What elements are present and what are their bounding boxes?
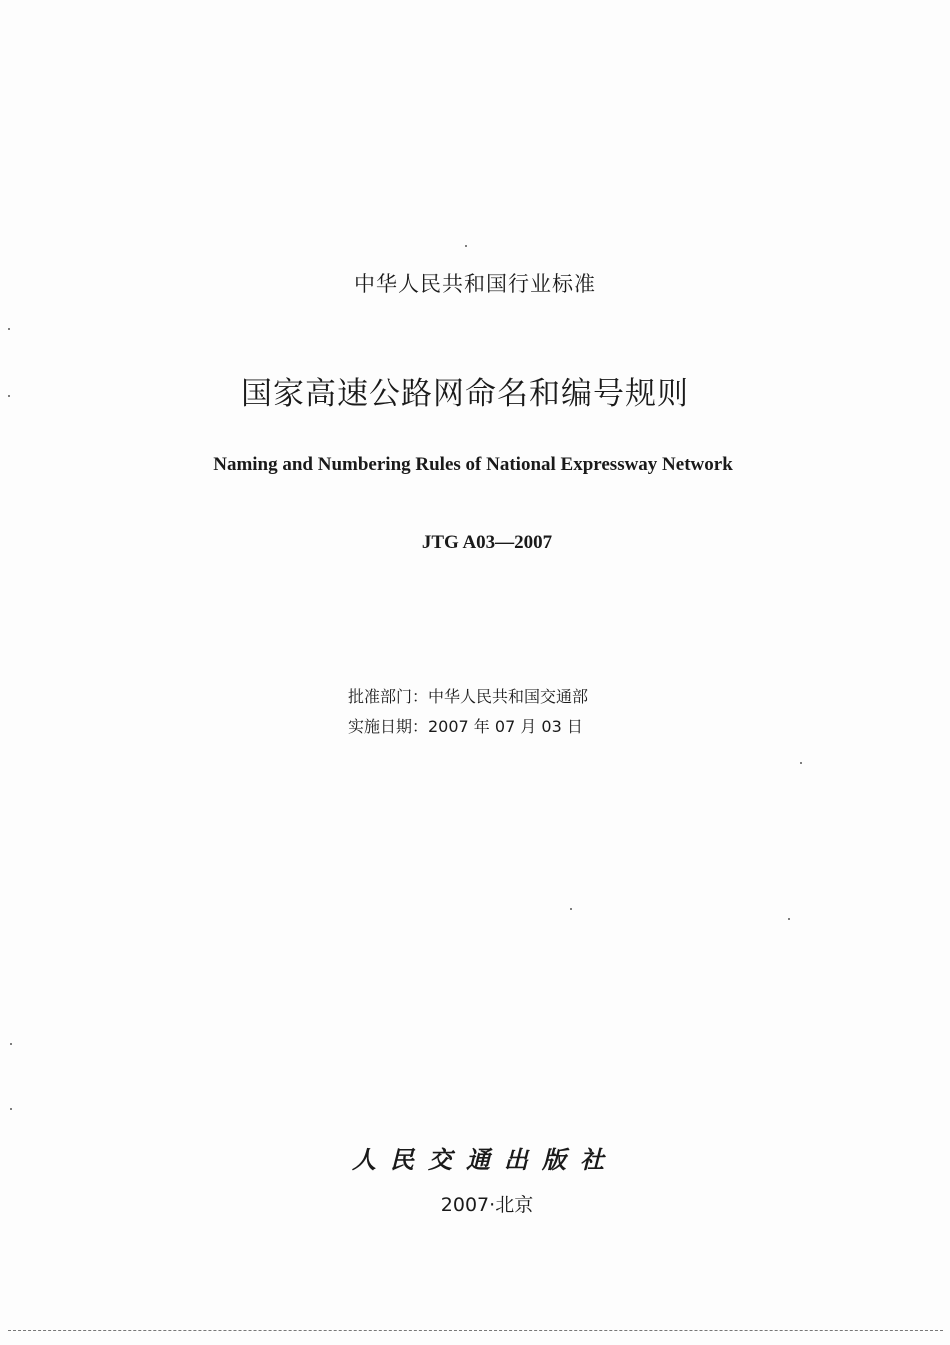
publisher-name: 人民交通出版社: [352, 1145, 618, 1174]
scan-speck: [570, 908, 572, 910]
scan-speck: [8, 395, 10, 397]
scan-speck: [465, 245, 467, 247]
document-title-english: Naming and Numbering Rules of National Expressway Network: [213, 454, 733, 475]
publication-year-place: 2007·北京: [440, 1194, 534, 1216]
scan-speck: [788, 918, 790, 920]
scan-speck: [800, 762, 802, 764]
scan-speck: [8, 328, 10, 330]
scan-speck: [10, 1108, 12, 1110]
effective-date: 实施日期：2007 年 07 月 03 日: [348, 717, 583, 736]
approval-department: 批准部门：中华人民共和国交通部: [348, 687, 589, 706]
standard-code: JTG A03—2007: [421, 532, 553, 553]
scan-edge-line: [8, 1330, 943, 1331]
document-title-chinese: 国家高速公路网命名和编号规则: [241, 376, 689, 412]
industry-standard-label: 中华人民共和国行业标准: [354, 272, 596, 296]
scan-speck: [10, 1043, 12, 1045]
